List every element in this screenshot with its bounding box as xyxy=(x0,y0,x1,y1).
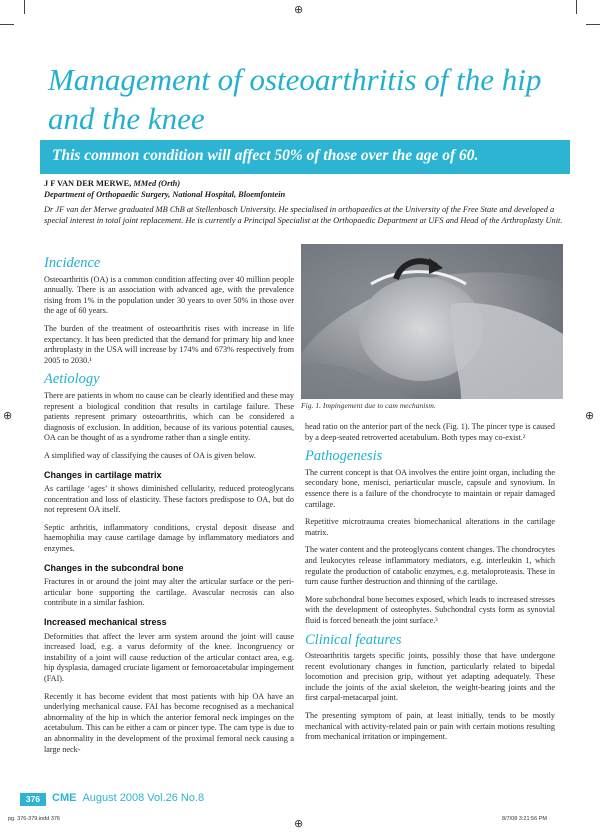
crop-mark xyxy=(586,24,600,25)
journal-issue: August 2008 Vol.26 No.8 xyxy=(82,792,205,804)
paragraph: Repetitive microtrauma creates biomechanical alterations in the cartilage matrix. xyxy=(305,517,555,537)
page-number: 376 xyxy=(20,793,46,806)
paragraph: As cartilage ‘ages’ it shows diminished cellularity, reduced proteoglycans concentration and loss of elasticity. These factors predispose to OA, but do not represent OA itself. xyxy=(44,484,294,515)
author-line xyxy=(44,178,564,189)
journal-name: CME xyxy=(52,792,77,804)
article-title: Management of osteoarthritis of the hip and the knee xyxy=(48,62,542,136)
paragraph: Recently it has become evident that most patients with hip OA have an underlying mechanical cause. FAI has become recognised as a mechanical abnormality of the hip in which the anterior femoral neck impinges on the acetabulum. This can be either a cam or pincer type. The cam type is due to an abnormality in the development of the proximal femoral neck causing a large neck- xyxy=(44,691,294,754)
paragraph: Osteoarthritis (OA) is a common condition affecting over 40 million people annually. There is an association with advanced age, with the prevalence rising from 1% in the population under 30 years to over 50% in those over the age of 60 years. xyxy=(44,274,294,316)
heading-aetiology: Aetiology xyxy=(44,371,100,388)
crop-mark xyxy=(576,0,577,14)
subheading-cartilage: Changes in cartilage matrix xyxy=(44,469,162,480)
paragraph: Deformities that affect the lever arm system around the joint will cause increased load, e.g. a varus deformity of the knee. Incongruency or instability of a joint will cause reduction of the articular contact area, e.g. hip dysplasia, damaged cruciate ligament or femoroacetabular impingement (FAI). xyxy=(44,631,294,683)
author-bio: Dr JF van der Merwe graduated MB ChB at Stellenbosch University. He specialised in orthopaedics at the University of the Free State and developed a special interest in total joint replacement. He is currently a Principal Specialist at the Orthopaedic Department at UFS and Head of the Arthroplasty Unit. xyxy=(44,205,563,225)
paragraph: The current concept is that OA involves the entire joint organ, including the secondary bone, menisci, periarticular muscle, capsule and synovium. In essence there is a failure of the chondrocyte to maintain or repair damaged cartilage. xyxy=(305,467,555,509)
paragraph: The burden of the treatment of osteoarthritis rises with increase in life expectancy. It has been predicted that the demand for primary hip and knee arthroplasty in the USA will increase by 174% and 673% respectively from 2005 to 2030.¹ xyxy=(44,323,294,365)
journal-info xyxy=(52,792,204,804)
heading-clinical-features: Clinical features xyxy=(305,631,402,648)
subheading-subcondral: Changes in the subcondral bone xyxy=(44,562,184,573)
author-name: J F VAN DER MERWE, xyxy=(44,179,132,188)
paragraph: Fractures in or around the joint may alter the articular surface or the peri-articular bone supporting the cartilage. Avascular necrosis can also contribute in a similar fashion. xyxy=(44,577,294,608)
subtitle-bar xyxy=(40,140,570,174)
paragraph: The presenting symptom of pain, at least initially, tends to be mostly mechanical with activity-related pain or pain with certain motions resulting from mechanical irritation or impingement. xyxy=(305,711,555,742)
figure-caption: Fig. 1. Impingement due to cam mechanism. xyxy=(301,401,436,410)
crop-mark xyxy=(24,0,25,14)
page-footer xyxy=(14,793,574,807)
paragraph: More subchondral bone becomes exposed, which leads to increased stresses with the development of osteophytes. Subchondral cysts form as synovial fluid is forced beneath the joint surface.³ xyxy=(305,594,555,625)
author-degree: MMed (Orth) xyxy=(133,179,181,188)
xray-figure xyxy=(301,244,563,399)
paragraph: Osteoarthritis targets specific joints, possibly those that have undergone recent evolutionary changes in function, particularly related to bipedal locomotion and precision grip, without yet adapting adequately. These include the joints of the axial skeleton, the weight-bearing joints and the first carpal-metacarpal joint. xyxy=(305,651,555,703)
registration-mark-left: ⊕ xyxy=(3,409,13,422)
subheading-stress: Increased mechanical stress xyxy=(44,617,167,628)
paragraph: A simplified way of classifying the causes of OA is given below. xyxy=(44,450,256,460)
article-subtitle: This common condition will affect 50% of those over the age of 60. xyxy=(52,147,479,164)
print-slug-file: pg. 376-379.indd 376 xyxy=(8,816,60,822)
print-slug-date: 8/7/08 3:21:56 PM xyxy=(502,816,547,822)
registration-mark-bottom: ⊕ xyxy=(294,817,304,830)
paragraph: head ratio on the anterior part of the neck (Fig. 1). The pincer type is caused by a deep-seated retroverted acetabulum. Both types may co-exist.² xyxy=(305,422,555,442)
paragraph: The water content and the proteoglycans content changes. The chondrocytes and leukocytes release inflammatory mediators, e.g. interleukin 1, which regulate the production of catabolic enzymes, e.g. metaloproteasis. These in turn cause further destruction and thinning of the cartilage. xyxy=(305,545,555,587)
author-department: Department of Orthopaedic Surgery, National Hospital, Bloemfontein xyxy=(44,190,286,199)
xray-image xyxy=(301,244,563,399)
byline xyxy=(44,178,564,226)
heading-pathogenesis: Pathogenesis xyxy=(305,448,383,465)
paragraph: There are patients in whom no cause can be clearly identified and these may represent a biological condition that results in cartilage failure. These patients represent primary osteoarthritis, which can be considered a diagnosis of exclusion. In addition, because of its various potential causes, OA can be thought of as a syndrome rather than a single entity. xyxy=(44,390,294,443)
right-column xyxy=(305,422,555,750)
crop-mark xyxy=(0,24,14,25)
left-column xyxy=(44,250,294,762)
paragraph: Septic arthritis, inflammatory conditions, crystal deposit disease and haemophilia may cause cartilage damage by inflammatory mediators and enzymes. xyxy=(44,522,294,554)
registration-mark-top: ⊕ xyxy=(294,3,304,16)
registration-mark-right: ⊕ xyxy=(585,409,595,422)
heading-incidence: Incidence xyxy=(44,255,101,271)
